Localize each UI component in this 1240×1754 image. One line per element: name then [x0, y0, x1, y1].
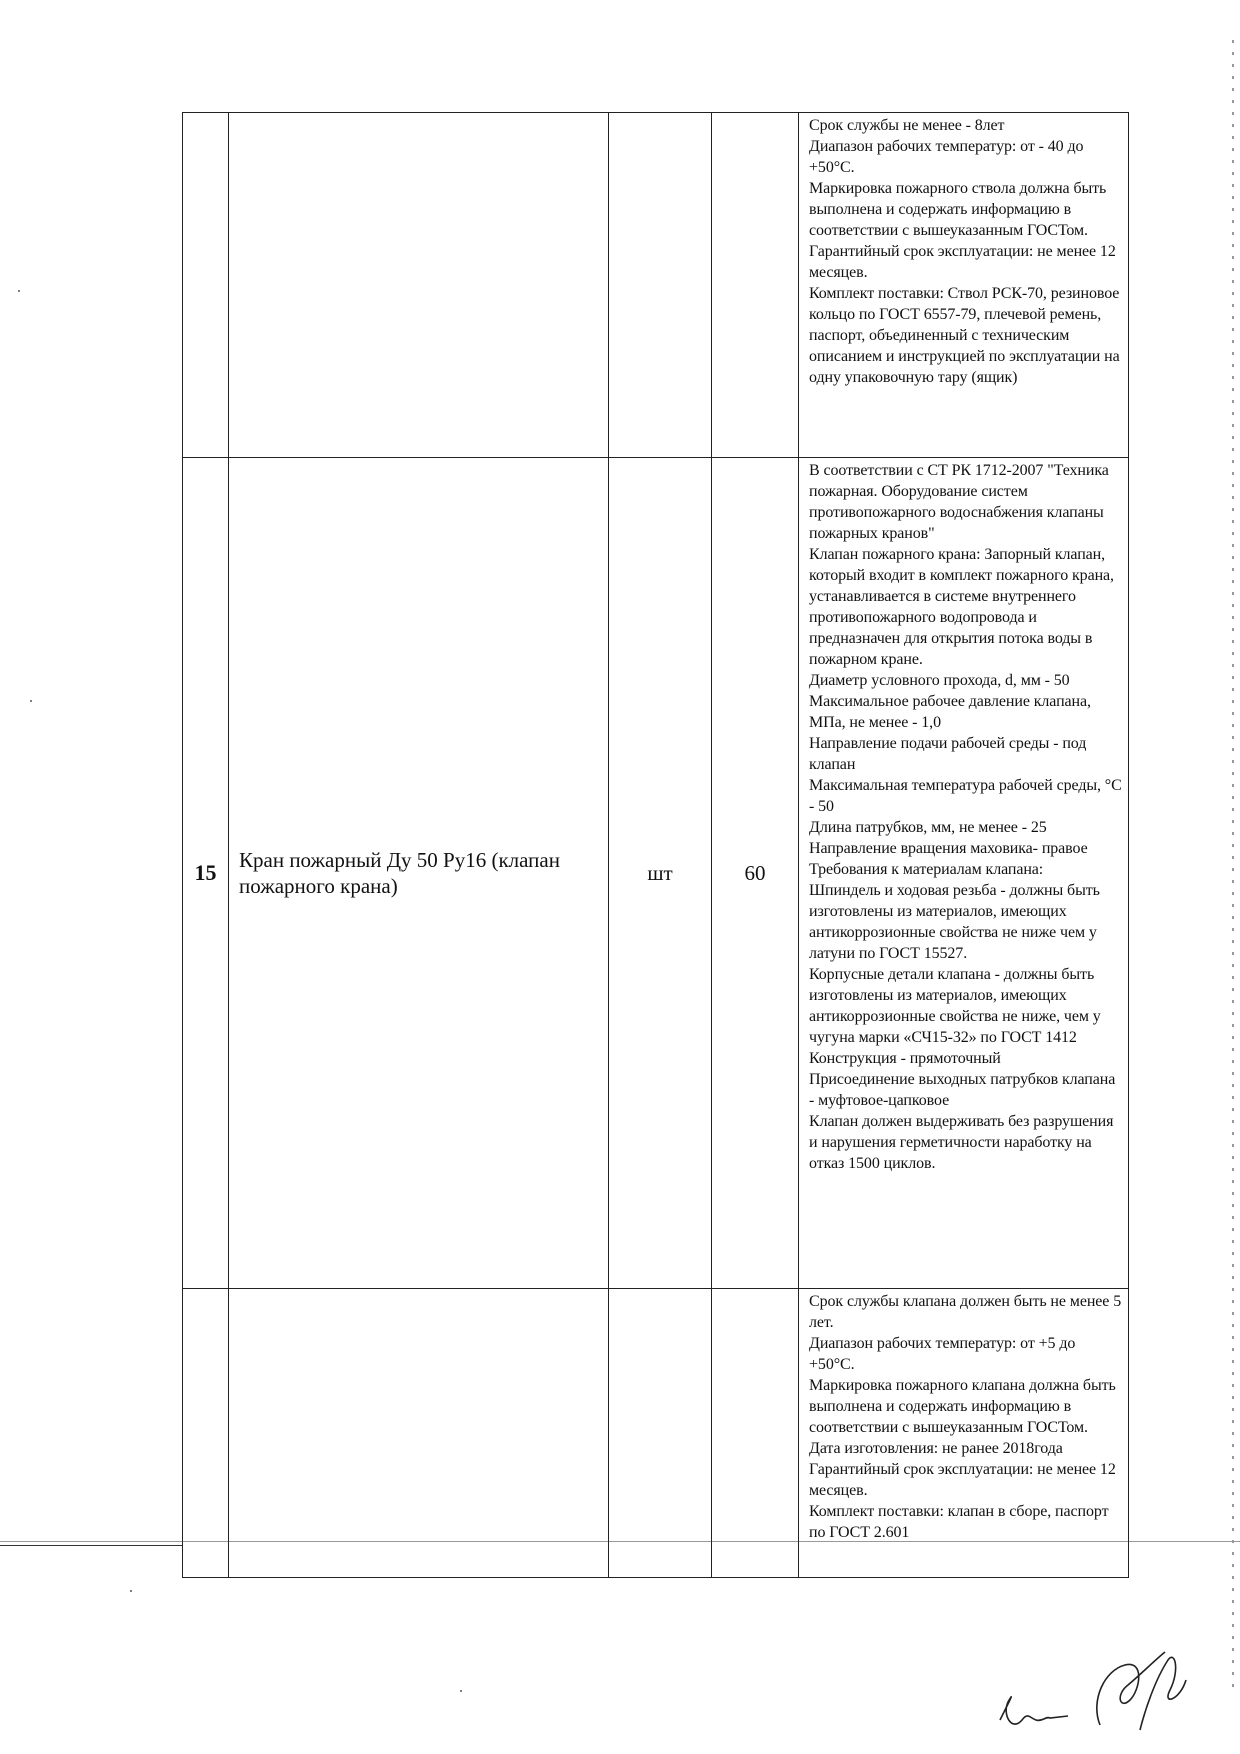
item-name	[229, 113, 609, 458]
scan-speck	[30, 700, 32, 702]
scan-edge-marks	[1232, 40, 1234, 1690]
item-description-cell	[799, 458, 1129, 1289]
signature-icon	[990, 1640, 1210, 1740]
table-row	[183, 113, 1129, 458]
row-number	[183, 113, 229, 458]
item-name	[229, 1289, 609, 1578]
scan-speck	[18, 290, 20, 292]
item-unit	[609, 113, 712, 458]
item-description-cell	[799, 113, 1129, 458]
row-number	[183, 1289, 229, 1578]
item-description: Срок службы не менее - 8лет Диапазон рабочих температур: от - 40 до +50°С. Маркировка пожарного ствола должна быть выполнена и содержать информацию в соответствии с вышеуказанным ГОСТом. Гарантийный срок эксплуатации: не менее 12 месяцев. Комплект поставки: Ствол РСК-70, резиновое кольцо по ГОСТ 6557-79, плечевой ремень, паспорт, объединенный с техническим описанием и инструкцией по эксплуатации на одну упаковочную тару (ящик)	[809, 117, 1120, 386]
scan-artifact-line	[0, 1541, 1240, 1542]
item-description-cell	[799, 1289, 1129, 1578]
item-name: Кран пожарный Ду 50 Ру16 (клапан пожарного крана)	[229, 458, 609, 1289]
item-quantity: 60	[712, 458, 799, 1289]
item-description: Срок службы клапана должен быть не менее 5 лет. Диапазон рабочих температур: от +5 до +50°С. Маркировка пожарного клапана должна быть выполнена и содержать информацию в соответствии с вышеуказанным ГОСТом. Дата изготовления: не ранее 2018года Гарантийный срок эксплуатации: не менее 12 месяцев. Комплект поставки: клапан в сборе, паспорт по ГОСТ 2.601	[809, 1293, 1122, 1541]
spec-table	[182, 112, 1129, 1578]
scan-speck	[460, 1690, 462, 1692]
item-quantity	[712, 113, 799, 458]
table-row	[183, 458, 1129, 1289]
scan-speck	[130, 1590, 132, 1592]
item-quantity	[712, 1289, 799, 1578]
scan-artifact-line	[0, 1545, 182, 1546]
row-number: 15	[183, 458, 229, 1289]
item-unit	[609, 1289, 712, 1578]
item-description: В соответствии с СТ РК 1712-2007 "Техника пожарная. Оборудование систем противопожарного водоснабжения клапаны пожарных кранов" Клапан пожарного крана: Запорный клапан, который входит в комплект пожарного крана, устанавливается в системе внутреннего противопожарного водопровода и предназначен для открытия потока воды в пожарном кране. Диаметр условного прохода, d, мм - 50 Максимальное рабочее давление клапана, МПа, не менее - 1,0 Направление подачи рабочей среды - под клапан Максимальная температура рабочей среды, °С - 50 Длина патрубков, мм, не менее - 25 Направление вращения маховика- правое Требования к материалам клапана: Шпиндель и ходовая резьба - должны быть изготовлены из материалов, имеющих антикоррозионные свойства не ниже чем у латуни по ГОСТ 15527. Корпусные детали клапана - должны быть изготовлены из материалов, имеющих антикоррозионные свойства не ниже, чем у чугуна марки «СЧ15-32» по ГОСТ 1412 Конструкция - прямоточный Присоединение выходных патрубков клапана - муфтовое-цапковое Клапан должен выдерживать без разрушения и нарушения герметичности наработку на отказ 1500 циклов.	[809, 462, 1122, 1172]
table-row	[183, 1289, 1129, 1578]
item-unit: шт	[609, 458, 712, 1289]
